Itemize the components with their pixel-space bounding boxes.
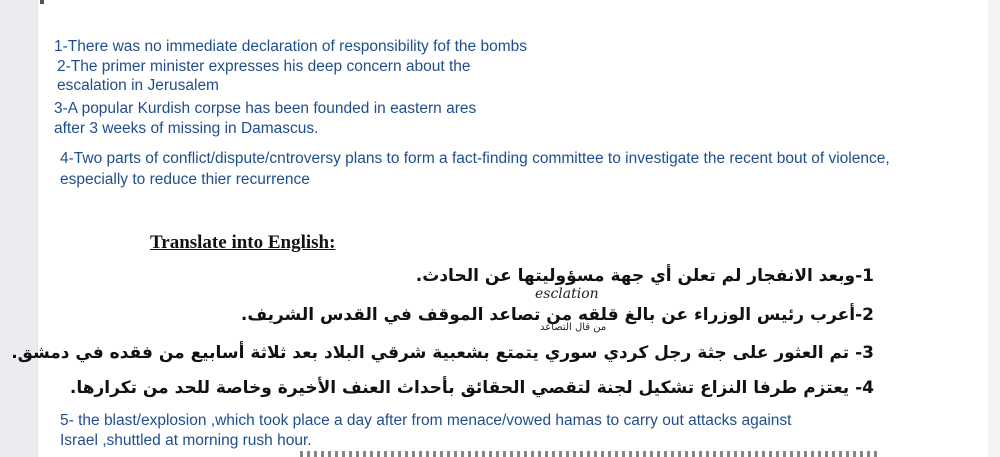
page-edge — [988, 0, 1000, 457]
cropped-next-line — [300, 451, 880, 457]
answer-2-line-2: escalation in Jerusalem — [57, 77, 219, 94]
answer-2-line-1: 2-The primer minister expresses his deep concern about the — [57, 58, 471, 75]
page-mark — [40, 0, 44, 4]
arabic-item-3: 3- تم العثور على جثة رجل كردي سوري يتمتع بشعبية شرقي البلاد بعد ثلاثة أسابيع من فقده في دمشق. — [11, 343, 874, 363]
arabic-item-2: 2-أعرب رئيس الوزراء عن بالغ قلقه من تصاعد الموقف في القدس الشريف. — [240, 305, 874, 325]
section-heading: Translate into English: — [150, 232, 336, 253]
answer-3-line-2: after 3 weeks of missing in Damascus. — [54, 120, 319, 137]
arabic-item-1: 1-وبعد الانفجار لم تعلن أي جهة مسؤوليتها عن الحادث. — [415, 266, 874, 286]
answer-3-line-1: 3-A popular Kurdish corpse has been founded in eastern ares — [54, 100, 477, 117]
handwritten-note-arabic: من قال التصاعد — [540, 322, 607, 333]
answer-1: 1-There was no immediate declaration of responsibility fof the bombs — [54, 38, 527, 55]
answer-4-line-1: 4-Two parts of conflict/dispute/cntroversy plans to form a fact-finding committee to investigate the recent bout of violence, — [60, 150, 890, 167]
answer-5-line-1: 5- the blast/explosion ,which took place a day after from menace/vowed hamas to carry out attacks against — [60, 412, 792, 429]
answer-4-line-2: especially to reduce thier recurrence — [60, 171, 310, 188]
handwritten-note-english: esclation — [535, 286, 599, 302]
answer-5-line-2: Israel ,shuttled at morning rush hour. — [60, 432, 312, 449]
arabic-item-4: 4- يعتزم طرفا النزاع تشكيل لجنة لتقصي الحقائق بأحداث العنف الأخيرة وخاصة للحد من تكرارها. — [69, 378, 874, 398]
